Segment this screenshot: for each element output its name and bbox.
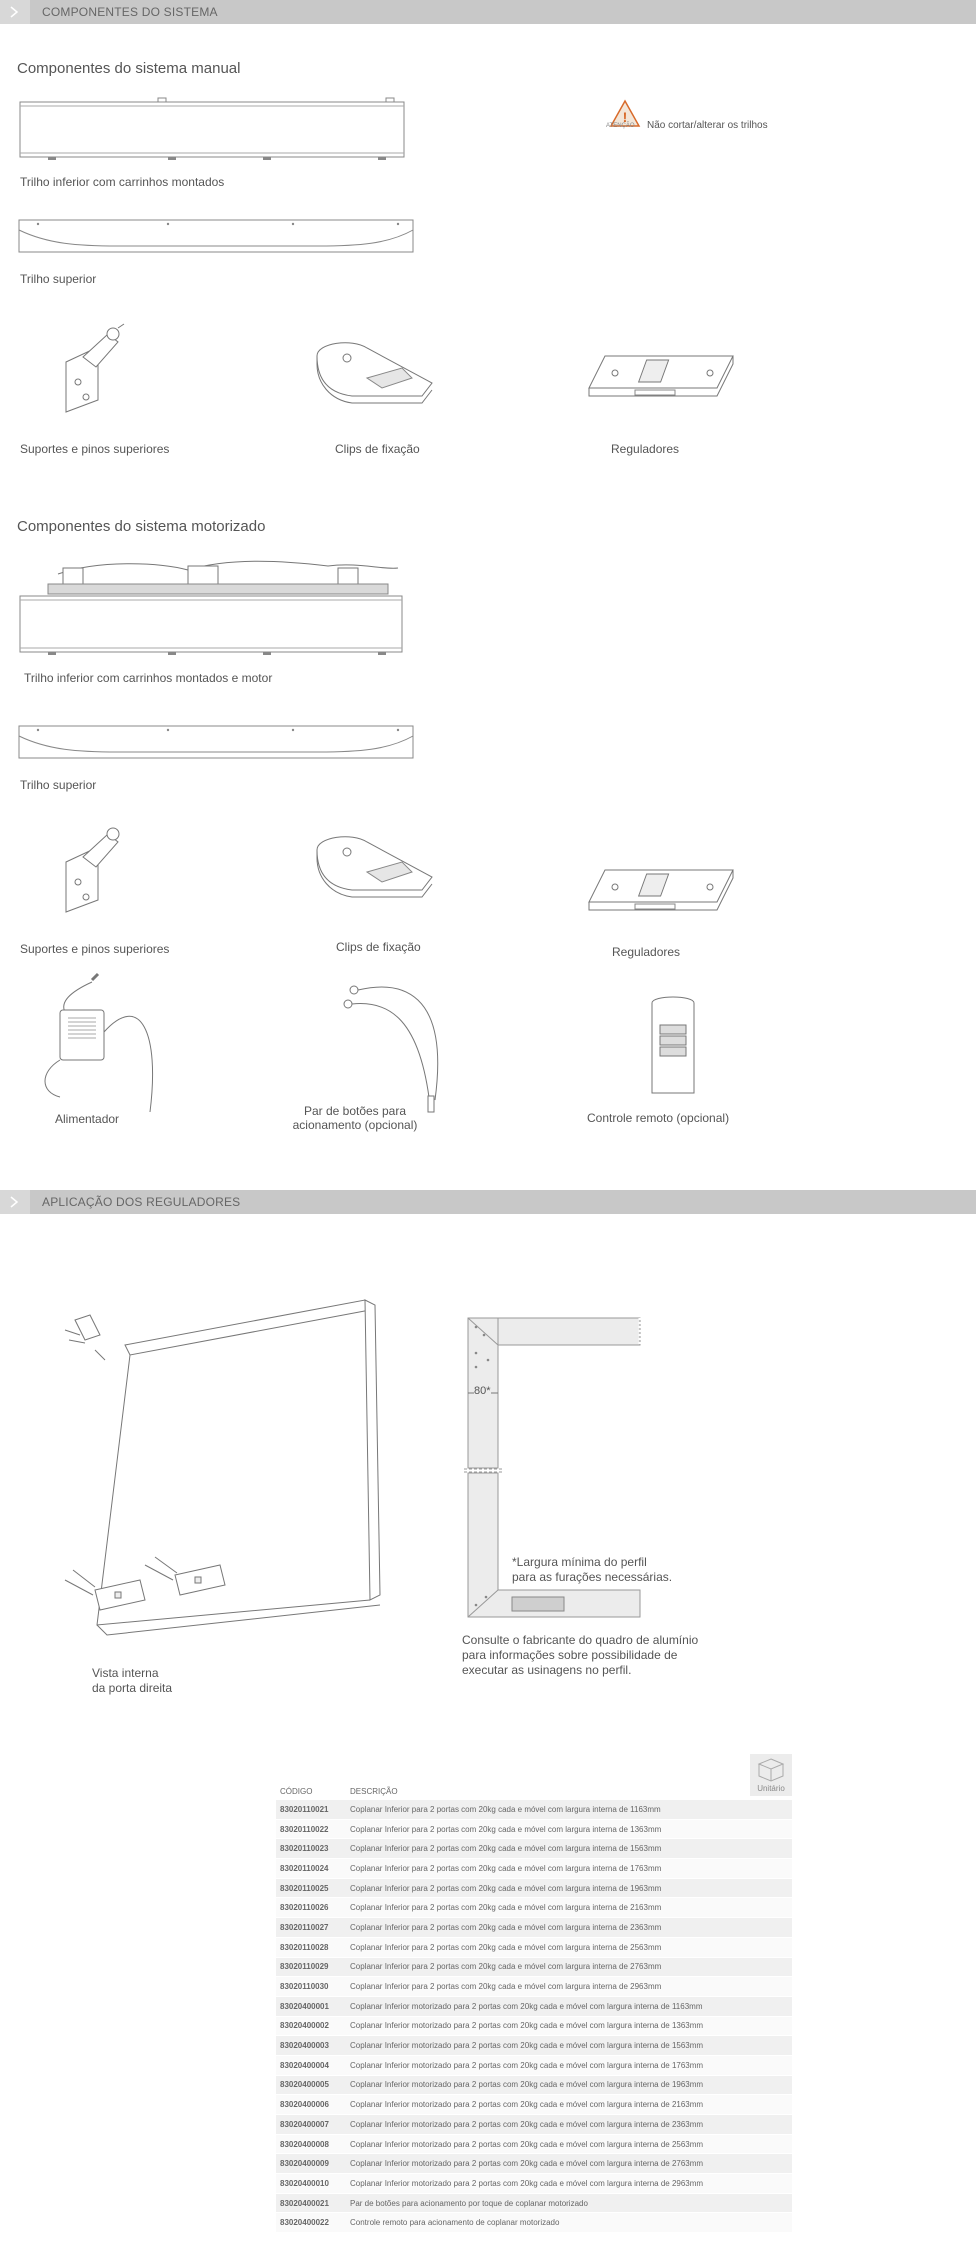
row-description: Coplanar Inferior motorizado para 2 portas com 20kg cada e móvel com largura interna de 2963mm <box>346 2174 792 2194</box>
motor-heading: Componentes do sistema motorizado <box>17 518 266 535</box>
table-row <box>276 1819 792 1839</box>
table-body <box>276 1800 792 2233</box>
table-row <box>276 2174 792 2194</box>
chevron-right-icon <box>0 0 30 24</box>
product-code-table <box>276 1782 792 2233</box>
caption-regulators: Reguladores <box>611 442 680 456</box>
regulator-drawing <box>585 348 737 406</box>
row-description: Coplanar Inferior para 2 portas com 20kg cada e móvel com largura interna de 2963mm <box>346 1977 792 1997</box>
caption-motor-regulators: Reguladores <box>612 945 681 959</box>
row-description: Coplanar Inferior motorizado para 2 portas com 20kg cada e móvel com largura interna de 1963mm <box>346 2075 792 2095</box>
row-description: Coplanar Inferior motorizado para 2 portas com 20kg cada e móvel com largura interna de 2363mm <box>346 2115 792 2135</box>
table-row <box>276 2193 792 2213</box>
row-description: Coplanar Inferior para 2 portas com 20kg cada e móvel com largura interna de 1563mm <box>346 1839 792 1859</box>
table-row <box>276 1878 792 1898</box>
table-row <box>276 2213 792 2233</box>
row-description: Controle remoto para acionamento de coplanar motorizado <box>346 2213 792 2233</box>
consult-line3: executar as usinagens no perfil. <box>462 1663 632 1677</box>
row-code: 83020110026 <box>276 1898 346 1918</box>
row-description: Coplanar Inferior para 2 portas com 20kg cada e móvel com largura interna de 1763mm <box>346 1859 792 1879</box>
warning-text: Não cortar/alterar os trilhos <box>647 120 768 131</box>
chevron-right-icon <box>0 1190 30 1214</box>
row-code: 83020400022 <box>276 2213 346 2233</box>
clip-drawing <box>312 338 442 408</box>
row-description: Coplanar Inferior para 2 portas com 20kg cada e móvel com largura interna de 1163mm <box>346 1800 792 1819</box>
motor-top-track-drawing <box>18 724 416 762</box>
section-header-regulators <box>0 1190 976 1214</box>
row-code: 83020110027 <box>276 1918 346 1938</box>
svg-text:!: ! <box>622 109 628 125</box>
table-row <box>276 1996 792 2016</box>
caption-power-supply: Alimentador <box>55 1112 120 1126</box>
row-code: 83020400006 <box>276 2095 346 2115</box>
manual-heading: Componentes do sistema manual <box>17 60 241 77</box>
row-description: Coplanar Inferior motorizado para 2 portas com 20kg cada e móvel com largura interna de 2763mm <box>346 2154 792 2174</box>
bottom-track-drawing <box>18 96 408 166</box>
motor-clip-drawing <box>312 832 442 902</box>
unit-label: Unitário <box>757 1784 785 1793</box>
caption-buttons-line1: Par de botões para <box>303 1104 407 1118</box>
min-width-line2: para as furações necessárias. <box>512 1570 673 1584</box>
row-code: 83020400005 <box>276 2075 346 2095</box>
table-row <box>276 2115 792 2135</box>
col-code-header: CÓDIGO <box>280 1786 313 1796</box>
door-caption-line2: da porta direita <box>92 1681 173 1695</box>
row-description: Coplanar Inferior motorizado para 2 portas com 20kg cada e móvel com largura interna de 1763mm <box>346 2055 792 2075</box>
table-row <box>276 2095 792 2115</box>
row-code: 83020110021 <box>276 1800 346 1819</box>
row-code: 83020400004 <box>276 2055 346 2075</box>
row-code: 83020110023 <box>276 1839 346 1859</box>
motor-regulator-drawing <box>585 862 737 920</box>
remote-control-drawing <box>648 993 698 1097</box>
caption-top-track: Trilho superior <box>20 272 97 286</box>
row-description: Coplanar Inferior motorizado para 2 portas com 20kg cada e móvel com largura interna de 1163mm <box>346 1996 792 2016</box>
row-description: Coplanar Inferior motorizado para 2 portas com 20kg cada e móvel com largura interna de 1363mm <box>346 2016 792 2036</box>
top-track-drawing <box>18 218 416 256</box>
row-description: Coplanar Inferior para 2 portas com 20kg cada e móvel com largura interna de 1363mm <box>346 1819 792 1839</box>
table-row <box>276 2134 792 2154</box>
row-code: 83020110024 <box>276 1859 346 1879</box>
table-row <box>276 2055 792 2075</box>
caption-clips: Clips de fixação <box>335 442 420 456</box>
min-width-line1: *Largura mínima do perfil <box>512 1555 647 1569</box>
dimension-label: 80* <box>474 1385 491 1397</box>
door-caption-line1: Vista interna <box>92 1666 159 1680</box>
table-row <box>276 1800 792 1819</box>
section-title: COMPONENTES DO SISTEMA <box>42 5 218 19</box>
table-row <box>276 2154 792 2174</box>
row-description: Coplanar Inferior motorizado para 2 portas com 20kg cada e móvel com largura interna de 2163mm <box>346 2095 792 2115</box>
row-description: Coplanar Inferior para 2 portas com 20kg cada e móvel com largura interna de 2563mm <box>346 1937 792 1957</box>
consult-line1: Consulte o fabricante do quadro de alumínio <box>462 1633 699 1647</box>
min-width-note <box>512 1555 672 1585</box>
table-row <box>276 2036 792 2056</box>
box-icon <box>750 1754 792 1784</box>
row-description: Par de botões para acionamento por toque de coplanar motorizado <box>346 2193 792 2213</box>
row-code: 83020110030 <box>276 1977 346 1997</box>
table-row <box>276 1918 792 1938</box>
motor-support-drawing <box>58 822 138 917</box>
motor-bottom-track-drawing <box>18 556 408 666</box>
section-header-components <box>0 0 976 24</box>
table-row <box>276 1957 792 1977</box>
table-row <box>276 2016 792 2036</box>
row-description: Coplanar Inferior motorizado para 2 portas com 20kg cada e móvel com largura interna de 2563mm <box>346 2134 792 2154</box>
table-row <box>276 1839 792 1859</box>
caption-supports: Suportes e pinos superiores <box>20 442 170 456</box>
row-code: 83020400002 <box>276 2016 346 2036</box>
row-code: 83020400007 <box>276 2115 346 2135</box>
table-row <box>276 1898 792 1918</box>
consult-note <box>462 1633 698 1678</box>
caption-motor-top-track: Trilho superior <box>20 778 97 792</box>
row-description: Coplanar Inferior para 2 portas com 20kg cada e móvel com largura interna de 1963mm <box>346 1878 792 1898</box>
row-code: 83020400010 <box>276 2174 346 2194</box>
support-drawing <box>58 322 138 417</box>
row-code: 83020400003 <box>276 2036 346 2056</box>
section-title: APLICAÇÃO DOS REGULADORES <box>42 1195 241 1209</box>
row-code: 83020400021 <box>276 2193 346 2213</box>
row-description: Coplanar Inferior para 2 portas com 20kg cada e móvel com largura interna de 2163mm <box>346 1898 792 1918</box>
row-description: Coplanar Inferior para 2 portas com 20kg cada e móvel com largura interna de 2363mm <box>346 1918 792 1938</box>
col-desc-header: DESCRIÇÃO <box>350 1786 398 1796</box>
row-code: 83020110025 <box>276 1878 346 1898</box>
caption-buttons-pair <box>280 1104 430 1132</box>
caption-motor-bottom-track: Trilho inferior com carrinhos montados e motor <box>24 671 273 685</box>
row-code: 83020400009 <box>276 2154 346 2174</box>
row-description: Coplanar Inferior para 2 portas com 20kg cada e móvel com largura interna de 2763mm <box>346 1957 792 1977</box>
row-code: 83020110028 <box>276 1937 346 1957</box>
row-code: 83020400001 <box>276 1996 346 2016</box>
table-row <box>276 2075 792 2095</box>
power-supply-drawing <box>30 972 160 1117</box>
row-description: Coplanar Inferior motorizado para 2 portas com 20kg cada e móvel com largura interna de 1563mm <box>346 2036 792 2056</box>
table-header <box>276 1782 792 1800</box>
table-row <box>276 1859 792 1879</box>
consult-line2: para informações sobre possibilidade de <box>462 1648 678 1662</box>
door-drawing <box>55 1295 385 1670</box>
row-code: 83020110029 <box>276 1957 346 1977</box>
caption-buttons-line2: acionamento (opcional) <box>292 1118 418 1132</box>
row-code: 83020110022 <box>276 1819 346 1839</box>
warning-label: ATENÇÃO <box>606 123 635 129</box>
caption-remote-control: Controle remoto (opcional) <box>587 1111 730 1125</box>
caption-motor-supports: Suportes e pinos superiores <box>20 942 170 956</box>
table-row <box>276 1937 792 1957</box>
caption-bottom-track: Trilho inferior com carrinhos montados <box>20 175 225 189</box>
table-row <box>276 1977 792 1997</box>
row-code: 83020400008 <box>276 2134 346 2154</box>
door-caption <box>92 1666 172 1696</box>
caption-motor-clips: Clips de fixação <box>336 940 421 954</box>
